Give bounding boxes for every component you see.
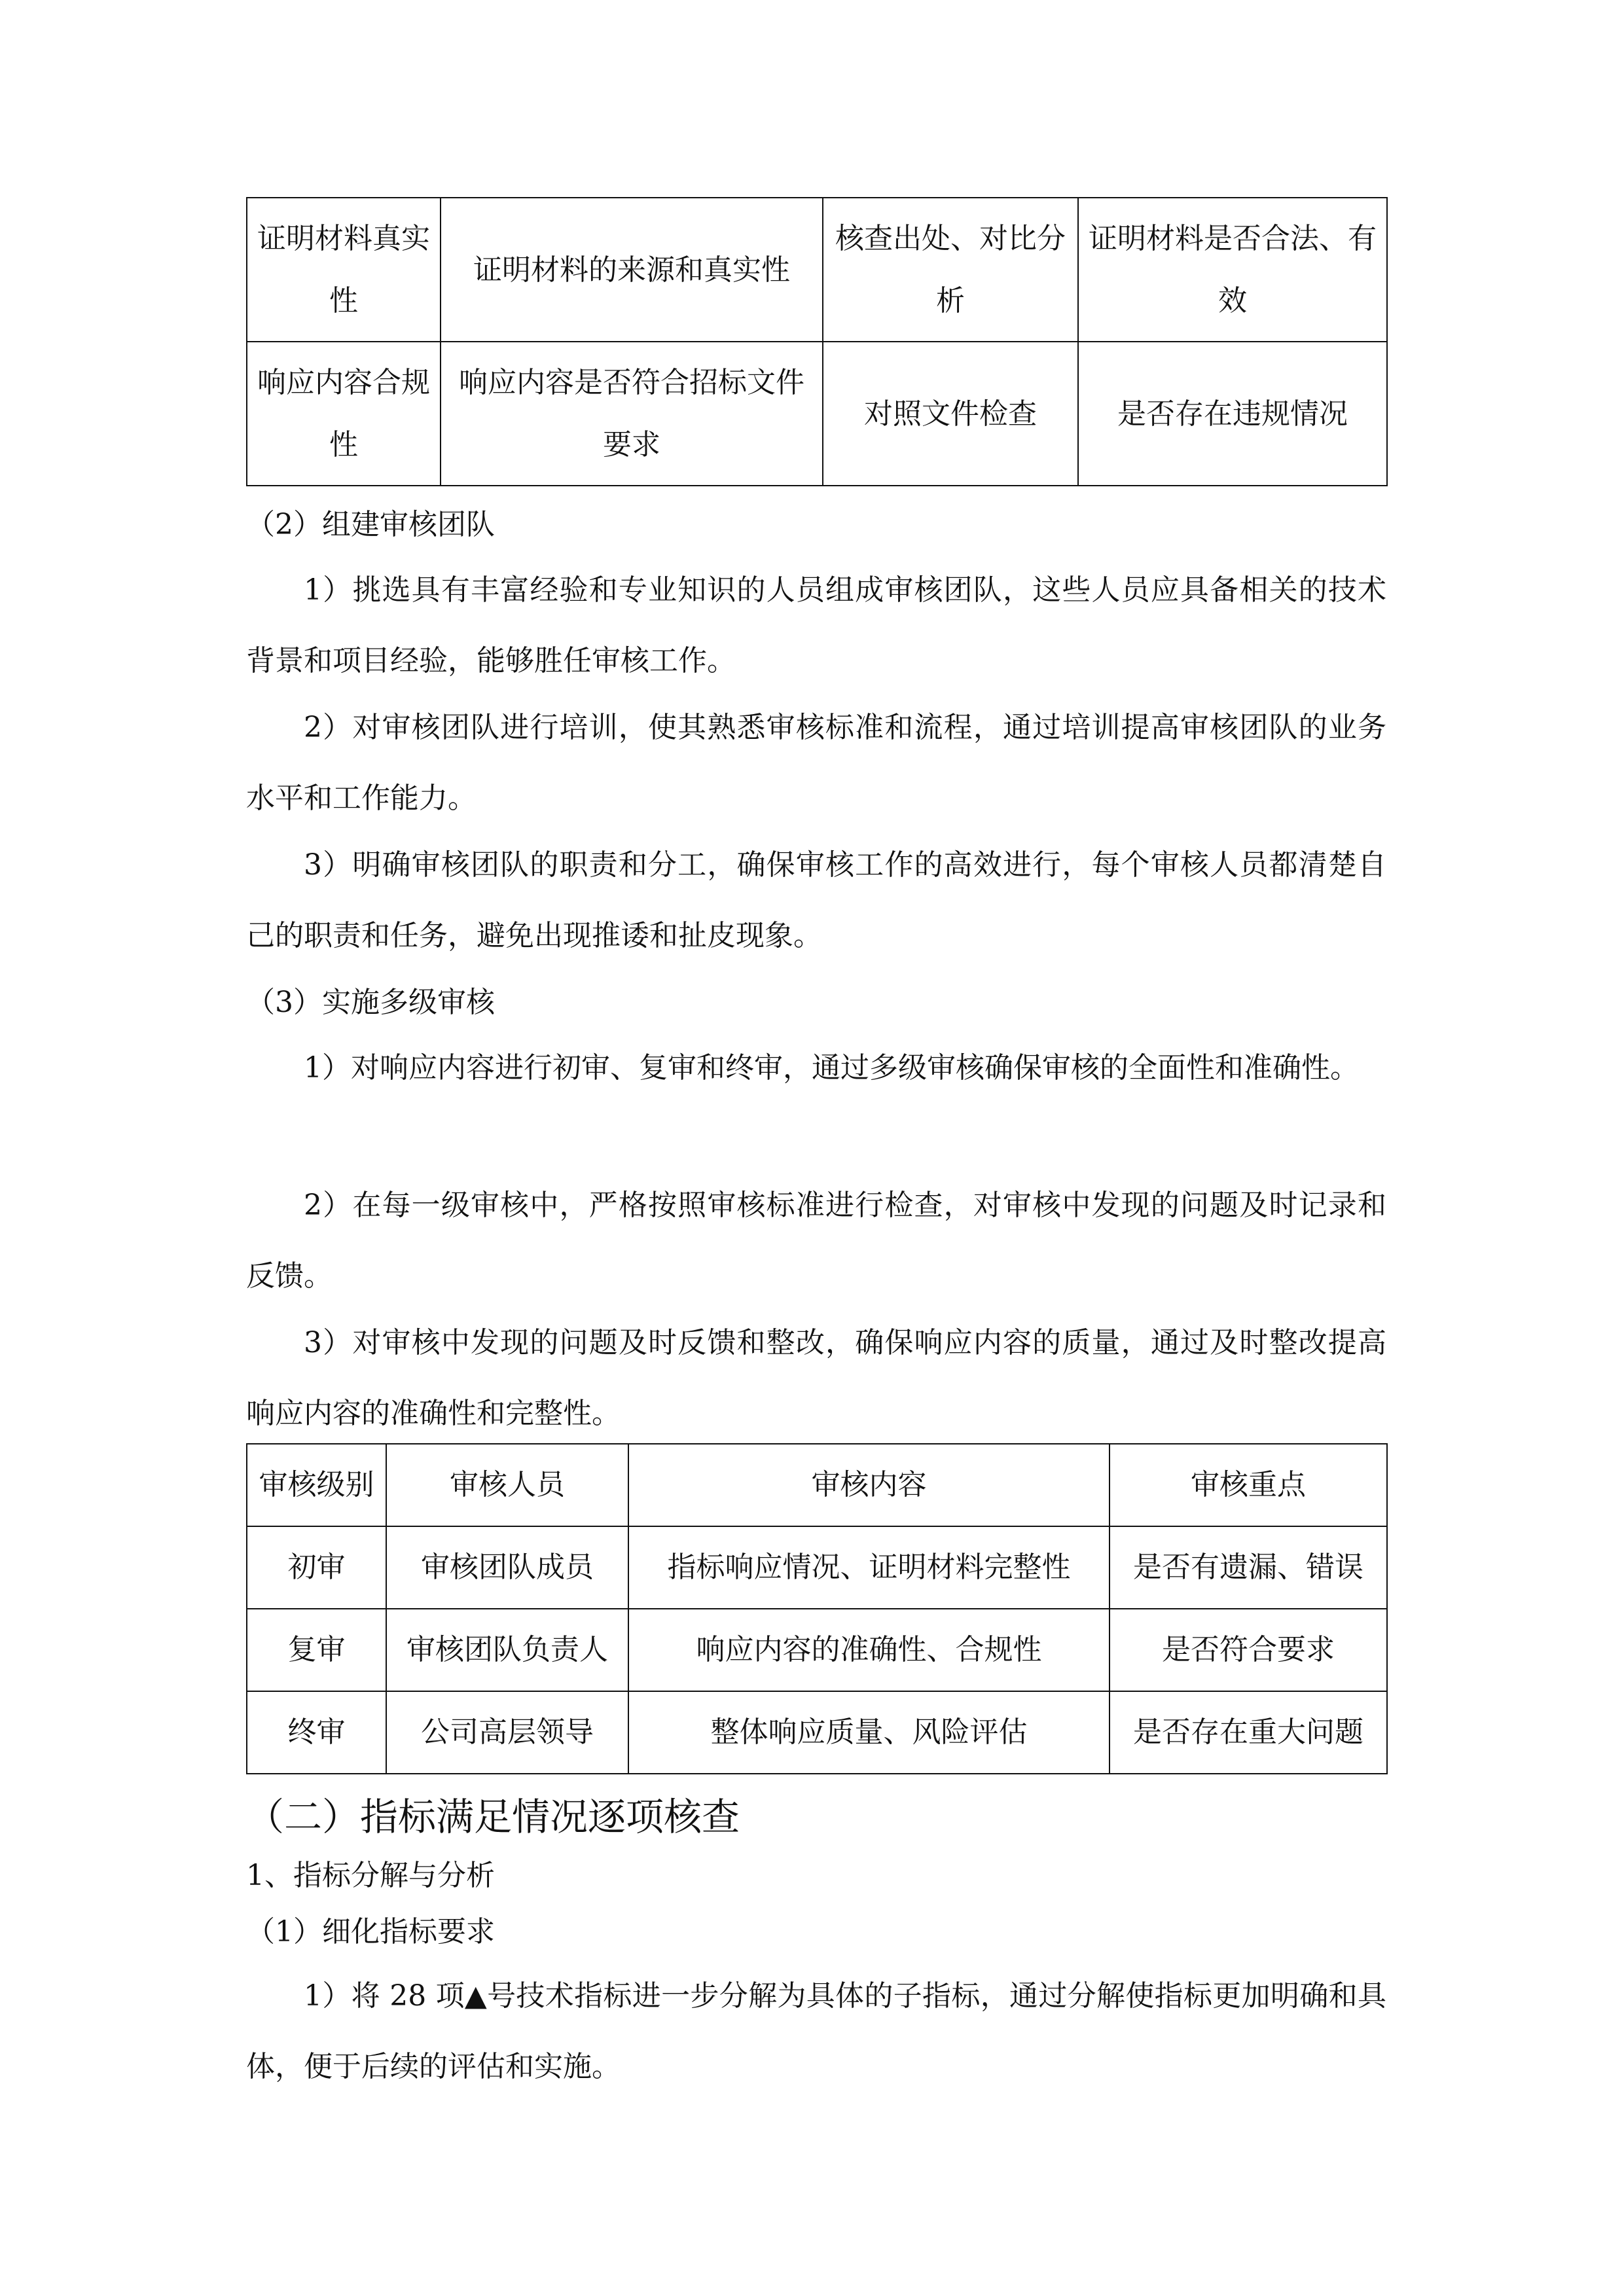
table-cell: 公司高层领导 <box>386 1691 628 1774</box>
table-cell: 证明材料是否合法、有效 <box>1078 198 1387 342</box>
table-cell: 审核团队成员 <box>386 1526 628 1609</box>
table-cell: 是否存在违规情况 <box>1078 342 1387 486</box>
table-cell: 是否有遗漏、错误 <box>1110 1526 1387 1609</box>
table-row <box>247 198 1387 342</box>
table-cell: 指标响应情况、证明材料完整性 <box>628 1526 1110 1609</box>
table-header-cell: 审核人员 <box>386 1444 628 1526</box>
table-header-cell: 审核级别 <box>247 1444 386 1526</box>
table-header-cell: 审核内容 <box>628 1444 1110 1526</box>
table-row <box>247 342 1387 486</box>
paragraph: 1）将 28 项▲号技术指标进一步分解为具体的子指标，通过分解使指标更加明确和具体，便于后续的评估和实施。 <box>246 1979 1386 2083</box>
table-cell: 响应内容的准确性、合规性 <box>628 1609 1110 1691</box>
paragraph: 1）挑选具有丰富经验和专业知识的人员组成审核团队，这些人员应具备相关的技术背景和项目经验，能够胜任审核工作。 <box>246 573 1386 677</box>
table-cell: 证明材料的来源和真实性 <box>441 198 823 342</box>
table-cell: 终审 <box>247 1691 386 1774</box>
table-cell: 是否存在重大问题 <box>1110 1691 1387 1774</box>
subsection-heading: 1、指标分解与分析 <box>246 1859 495 1892</box>
section-heading: （3）实施多级审核 <box>246 986 495 1019</box>
table-cell: 响应内容是否符合招标文件要求 <box>441 342 823 486</box>
table-cell: 是否符合要求 <box>1110 1609 1387 1691</box>
paragraph: 3）对审核中发现的问题及时反馈和整改，确保响应内容的质量，通过及时整改提高响应内容的准确性和完整性。 <box>246 1326 1386 1430</box>
review-criteria-table <box>246 197 1388 486</box>
table-row <box>247 1691 1387 1774</box>
table-cell: 对照文件检查 <box>823 342 1078 486</box>
paragraph: 3）明确审核团队的职责和分工，确保审核工作的高效进行，每个审核人员都清楚自己的职责和任务，避免出现推诿和扯皮现象。 <box>246 848 1386 952</box>
table-cell: 核查出处、对比分析 <box>823 198 1078 342</box>
table-cell: 响应内容合规性 <box>247 342 441 486</box>
table-cell: 审核团队负责人 <box>386 1609 628 1691</box>
table-cell: 复审 <box>247 1609 386 1691</box>
paragraph: 2）在每一级审核中，严格按照审核标准进行检查，对审核中发现的问题及时记录和反馈。 <box>246 1189 1386 1293</box>
table-row <box>247 1526 1387 1609</box>
paragraph: 1）对响应内容进行初审、复审和终审，通过多级审核确保审核的全面性和准确性。 <box>304 1051 1359 1085</box>
table-header-row <box>247 1444 1387 1526</box>
paragraph: 2）对审核团队进行培训，使其熟悉审核标准和流程，通过培训提高审核团队的业务水平和工作能力。 <box>246 711 1386 815</box>
chapter-heading: （二）指标满足情况逐项核查 <box>246 1795 740 1839</box>
table-cell: 证明材料真实性 <box>247 198 441 342</box>
table-cell: 初审 <box>247 1526 386 1609</box>
subsection-heading: （1）细化指标要求 <box>246 1915 495 1948</box>
table-row <box>247 1609 1387 1691</box>
table-header-cell: 审核重点 <box>1110 1444 1387 1526</box>
review-levels-table <box>246 1443 1388 1774</box>
table-cell: 整体响应质量、风险评估 <box>628 1691 1110 1774</box>
section-heading: （2）组建审核团队 <box>246 508 495 541</box>
